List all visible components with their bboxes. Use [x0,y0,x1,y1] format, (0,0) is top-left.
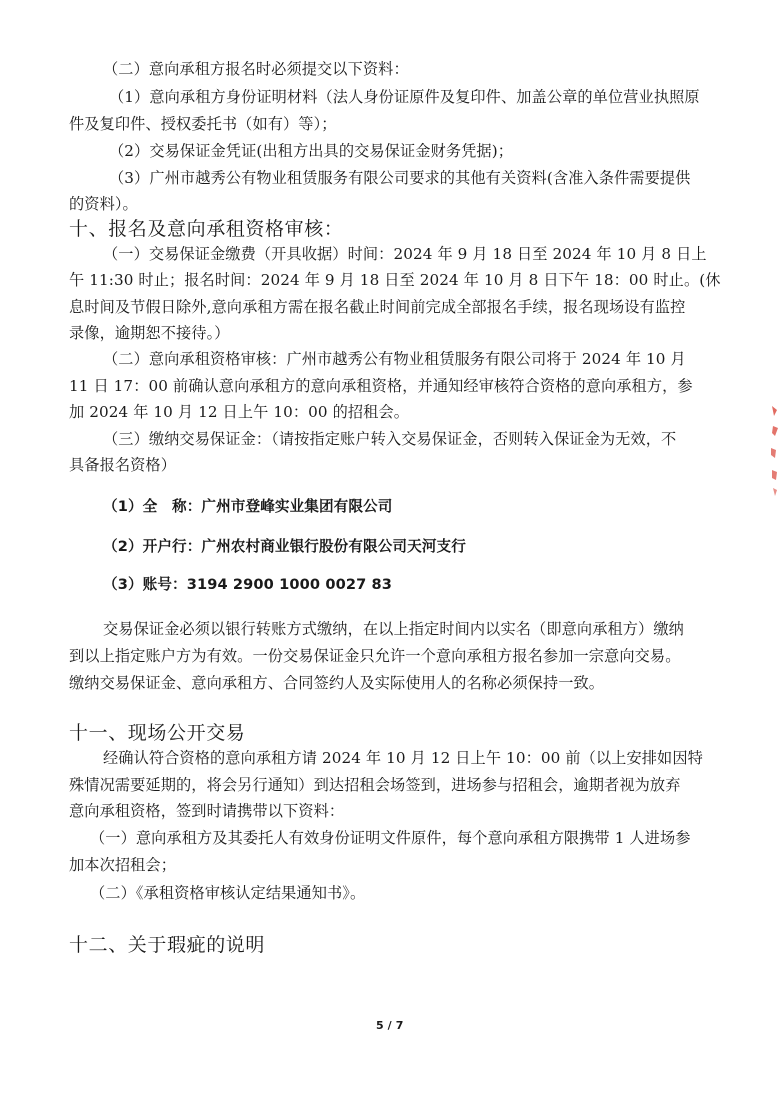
section-heading: 十、报名及意向承租资格审核： [69,218,344,240]
text-line: （二）意向承租方报名时必须提交以下资料： [103,60,409,78]
text-line: 交易保证金必须以银行转账方式缴纳，在以上指定时间内以实名（即意向承租方）缴纳 [103,620,684,638]
text-line: 殊情况需要延期的，将会另行通知）到达招租会场签到，进场参与招租会，逾期者视为放弃 [69,776,681,794]
text-line: 具备报名资格） [69,456,177,474]
page-number: 5 / 7 [376,1019,404,1032]
text-line: （1）意向承租方身份证明材料（法人身份证原件及复印件、加盖公章的单位营业执照原 [109,88,700,106]
text-line: （二）《承租资格审核认定结果通知书》。 [90,884,366,902]
text-line: 意向承租资格，签到时请携带以下资料： [69,802,345,820]
text-line: （2）交易保证金凭证(出租方出具的交易保证金财务凭据)； [109,142,514,160]
text-line: 加 2024 年 10 月 12 日上午 10：00 的招租会。 [69,403,410,421]
bank-line: （2）开户行：广州农村商业银行股份有限公司天河支行 [103,538,466,555]
text-line: 件及复印件、授权委托书（如有）等）； [69,115,337,133]
text-line: （3）广州市越秀公有物业租赁服务有限公司要求的其他有关资料(含准入条件需要提供 [109,169,691,187]
text-line: （三）缴纳交易保证金：（请按指定账户转入交易保证金，否则转入保证金为无效，不 [103,430,677,448]
text-line: 加本次招租会； [69,856,177,874]
section-heading: 十二、关于瑕疵的说明 [69,934,266,956]
account-number-line: （3）账号：3194 2900 1000 0027 83 [103,576,393,593]
text-line: 息时间及节假日除外,意向承租方需在报名截止时间前完成全部报名手续，报名现场设有监控 [69,298,686,316]
text-line: 经确认符合资格的意向承租方请 2024 年 10 月 12 日上午 10：00 前（以上安排如因特 [103,749,703,767]
text-line: 的资料）。 [69,195,138,213]
text-line: 11 日 17：00 前确认意向承租方的意向承租资格，并通知经审核符合资格的意向承租方，参 [69,377,693,395]
seal-stamp-edge [766,400,780,500]
section-heading: 十一、现场公开交易 [69,722,246,744]
text-line: 午 11:30 时止；报名时间：2024 年 9 月 18 日至 2024 年 10 月 8 日下午 18：00 时止。(休 [69,271,721,289]
text-line: （二）意向承租资格审核：广州市越秀公有物业租赁服务有限公司将于 2024 年 10 月 [103,350,686,368]
text-line: （一）意向承租方及其委托人有效身份证明文件原件，每个意向承租方限携带 1 人进场参 [90,829,691,847]
account-name-line: （1）全 称：广州市登峰实业集团有限公司 [103,498,393,515]
text-line: （一）交易保证金缴费（开具收据）时间：2024 年 9 月 18 日至 2024 年 10 月 8 日上 [103,245,707,263]
text-line: 录像，逾期恕不接待。） [69,324,230,342]
text-line: 缴纳交易保证金、意向承租方、合同签约人及实际使用人的名称必须保持一致。 [69,674,605,692]
text-line: 到以上指定账户方为有效。一份交易保证金只允许一个意向承租方报名参加一宗意向交易。 [69,647,681,665]
